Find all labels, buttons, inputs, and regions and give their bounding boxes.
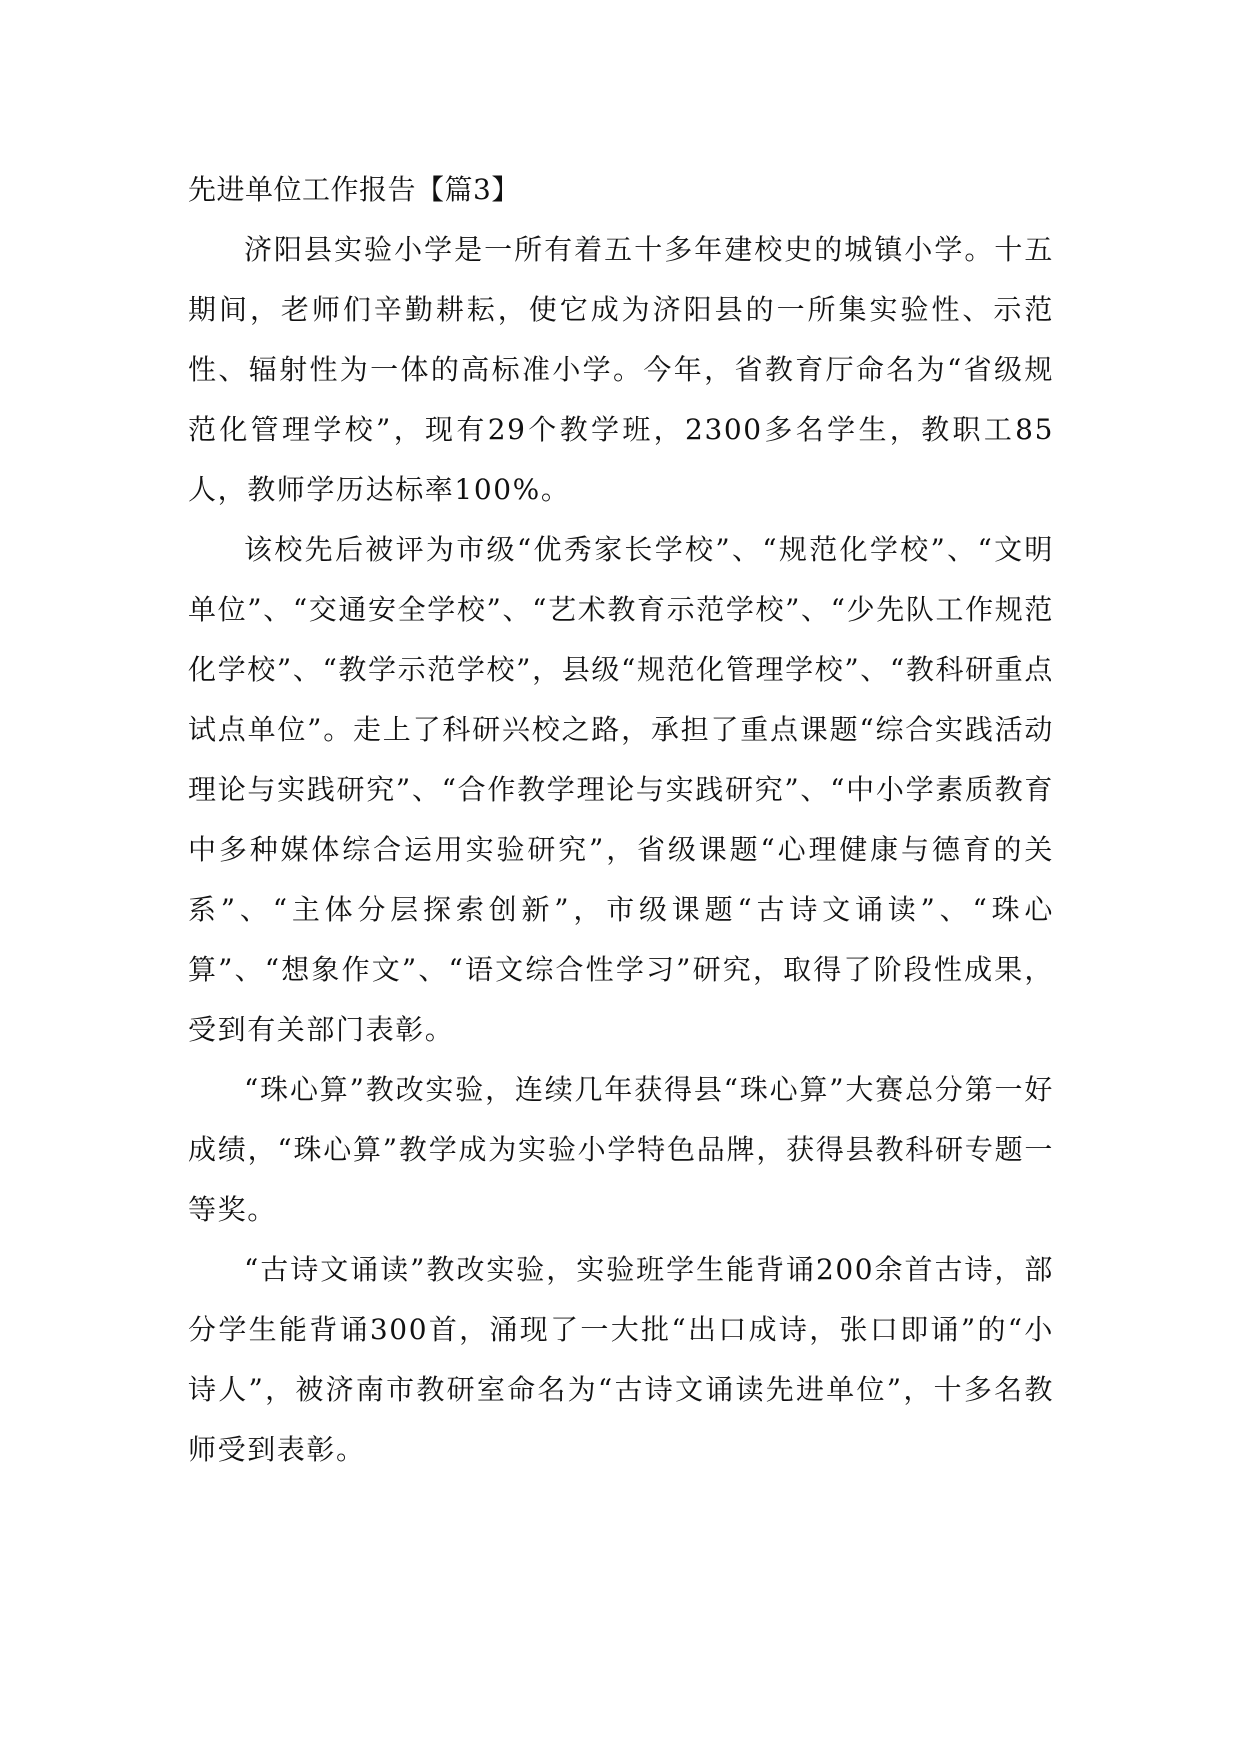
document-title: 先进单位工作报告【篇3】 [188,173,520,206]
paragraph-2: 该校先后被评为市级“优秀家长学校”、“规范化学校”、“文明单位”、“交通安全学校”、“艺术教育示范学校”、“少先队工作规范化学校”、“教学示范学校”，县级“规范化管理学校”、“教科研重点试点单位”。走上了科研兴校之路，承担了重点课题“综合实践活动理论与实践研究”、“合作教学理论与实践研究”、“中小学素质教育中多种媒体综合运用实验研究”，省级课题“心理健康与德育的关系”、“主体分层探索创新”，市级课题“古诗文诵读”、“珠心算”、“想象作文”、“语文综合性学习”研究，取得了阶段性成果，受到有关部门表彰。 [188,533,1054,1046]
document-page [188,160,1054,1480]
paragraph-4: “古诗文诵读”教改实验，实验班学生能背诵200余首古诗，部分学生能背诵300首，涌现了一大批“出口成诗，张口即诵”的“小诗人”，被济南市教研室命名为“古诗文诵读先进单位”，十多名教师受到表彰。 [188,1253,1054,1466]
paragraph-3: “珠心算”教改实验，连续几年获得县“珠心算”大赛总分第一好成绩，“珠心算”教学成为实验小学特色品牌，获得县教科研专题一等奖。 [188,1073,1054,1226]
paragraph-1: 济阳县实验小学是一所有着五十多年建校史的城镇小学。十五期间，老师们辛勤耕耘，使它成为济阳县的一所集实验性、示范性、辐射性为一体的高标准小学。今年，省教育厅命名为“省级规范化管理学校”，现有29个教学班，2300多名学生，教职工85人，教师学历达标率100%。 [188,233,1054,506]
